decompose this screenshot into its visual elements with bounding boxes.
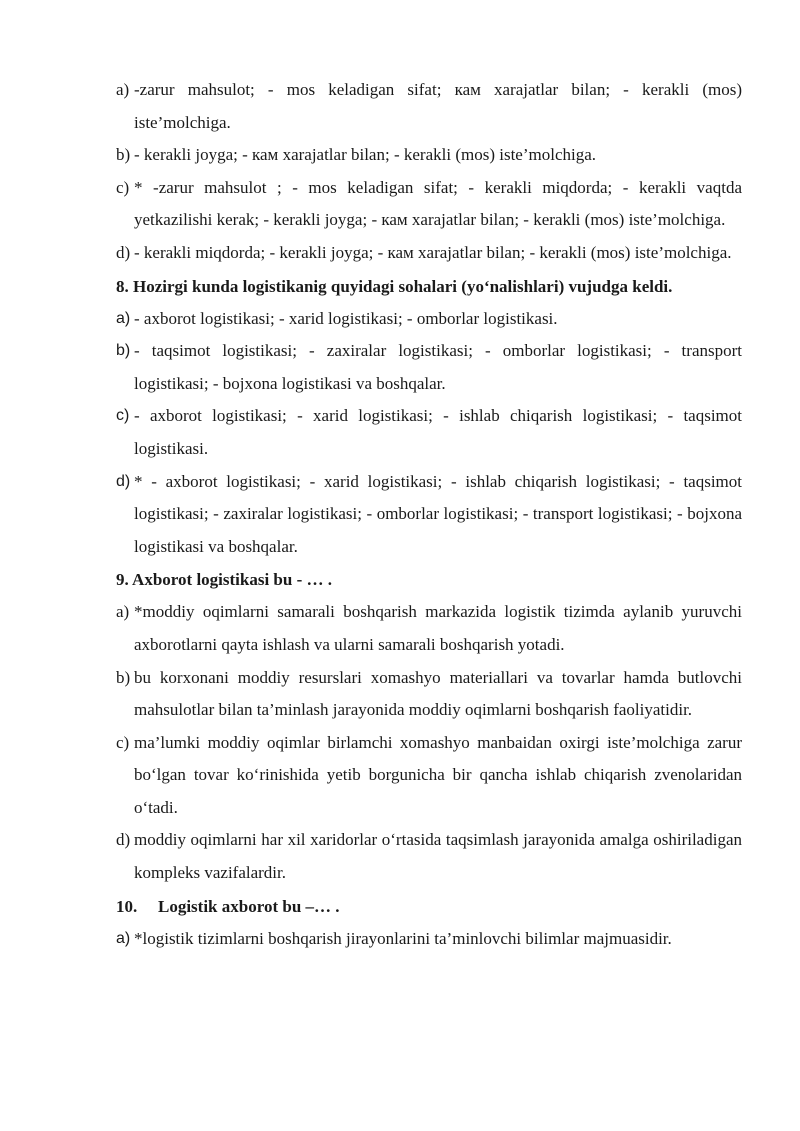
option-text: *logistik tizimlarni boshqarish jirayonlarini ta’minlovchi bilimlar majmuasidir.	[134, 928, 672, 948]
answer-option	[116, 335, 742, 400]
option-letter: c)	[116, 177, 130, 197]
document-content	[116, 74, 742, 955]
answer-option	[116, 824, 742, 889]
option-letter: c)	[116, 407, 130, 425]
answer-option	[116, 172, 742, 237]
question-heading	[116, 890, 742, 923]
option-letter: c)	[116, 732, 130, 752]
option-text: * -zarur mahsulot ; - mos keladigan sifat; - kerakli miqdorda; - kerakli vaqtda yetkazilishi kerak; - kerakli joyga; - кам xarajatlar bilan; - kerakli (mos) iste’molchiga.	[134, 177, 742, 230]
option-text: bu korxonani moddiy resurslari xomashyo materiallari va tovarlar hamda butlovchi mahsulotlar bilan ta’minlash jarayonida moddiy oqimlarni boshqarish faoliyatidir.	[134, 667, 742, 720]
option-text: *moddiy oqimlarni samarali boshqarish markazida logistik tizimda aylanib yuruvchi axborotlarni qayta ishlash va ularni samarali boshqarish yotadi.	[134, 602, 742, 654]
question-number: 10.	[116, 896, 138, 916]
option-text: - axborot logistikasi; - xarid logistikasi; - ishlab chiqarish logistikasi; - taqsimot logistikasi.	[134, 406, 742, 458]
question-heading: 9. Axborot logistikasi bu - … .	[116, 570, 333, 590]
question-heading: 8. Hozirgi kunda logistikanig quyidagi sohalari (yo‘nalishlari) vujudga keldi.	[116, 276, 673, 296]
option-text: - taqsimot logistikasi; - zaxiralar logistikasi; - omborlar logistikasi; - transport logistikasi; - bojxona logistikasi va boshqalar.	[134, 341, 742, 393]
answer-option	[116, 923, 742, 956]
option-letter: b)	[116, 342, 131, 360]
option-letter: b)	[116, 667, 131, 687]
option-text: * - axborot logistikasi; - xarid logistikasi; - ishlab chiqarish logistikasi; - taqsimot logistikasi; - zaxiralar logistikasi; - omborlar logistikasi; - transport logistikasi; - bojxona logistikasi va boshqalar.	[134, 471, 742, 556]
option-letter: a)	[116, 80, 130, 99]
option-text: - kerakli joyga; - кам xarajatlar bilan; - kerakli (mos) iste’molchiga.	[134, 145, 597, 165]
question-text: Logistik axborot bu –… .	[158, 896, 340, 916]
answer-option	[116, 400, 742, 465]
answer-option	[116, 662, 742, 727]
answer-option	[116, 727, 742, 825]
option-letter: d)	[116, 242, 131, 262]
answer-option	[116, 466, 742, 564]
option-letter: d)	[116, 830, 131, 850]
option-letter: d)	[116, 472, 131, 490]
answer-option	[116, 74, 742, 139]
answer-option	[116, 237, 742, 270]
option-text: -zarur mahsulot; - mos keladigan sifat; кам xarajatlar bilan; - kerakli (mos) iste’molchiga.	[134, 80, 742, 132]
answer-option	[116, 303, 742, 336]
answer-option	[116, 596, 742, 661]
option-letter: a)	[116, 929, 131, 947]
option-text: - kerakli miqdorda; - kerakli joyga; - кам xarajatlar bilan; - kerakli (mos) iste’molchiga.	[134, 242, 732, 262]
option-text: - axborot logistikasi; - xarid logistikasi; - omborlar logistikasi.	[134, 308, 558, 328]
option-letter: b)	[116, 145, 131, 165]
option-letter: a)	[116, 309, 131, 327]
option-letter: a)	[116, 602, 130, 622]
answer-option	[116, 139, 742, 172]
option-text: moddiy oqimlarni har xil xaridorlar o‘rtasida taqsimlash jarayonida amalga oshiriladigan kompleks vazifalardir.	[134, 830, 742, 883]
option-text: ma’lumki moddiy oqimlar birlamchi xomashyo manbaidan oxirgi iste’molchiga zarur bo‘lgan tovar ko‘rinishida yetib borgunicha bir qancha ishlab chiqarish zvenolaridan o‘tadi.	[134, 732, 742, 817]
